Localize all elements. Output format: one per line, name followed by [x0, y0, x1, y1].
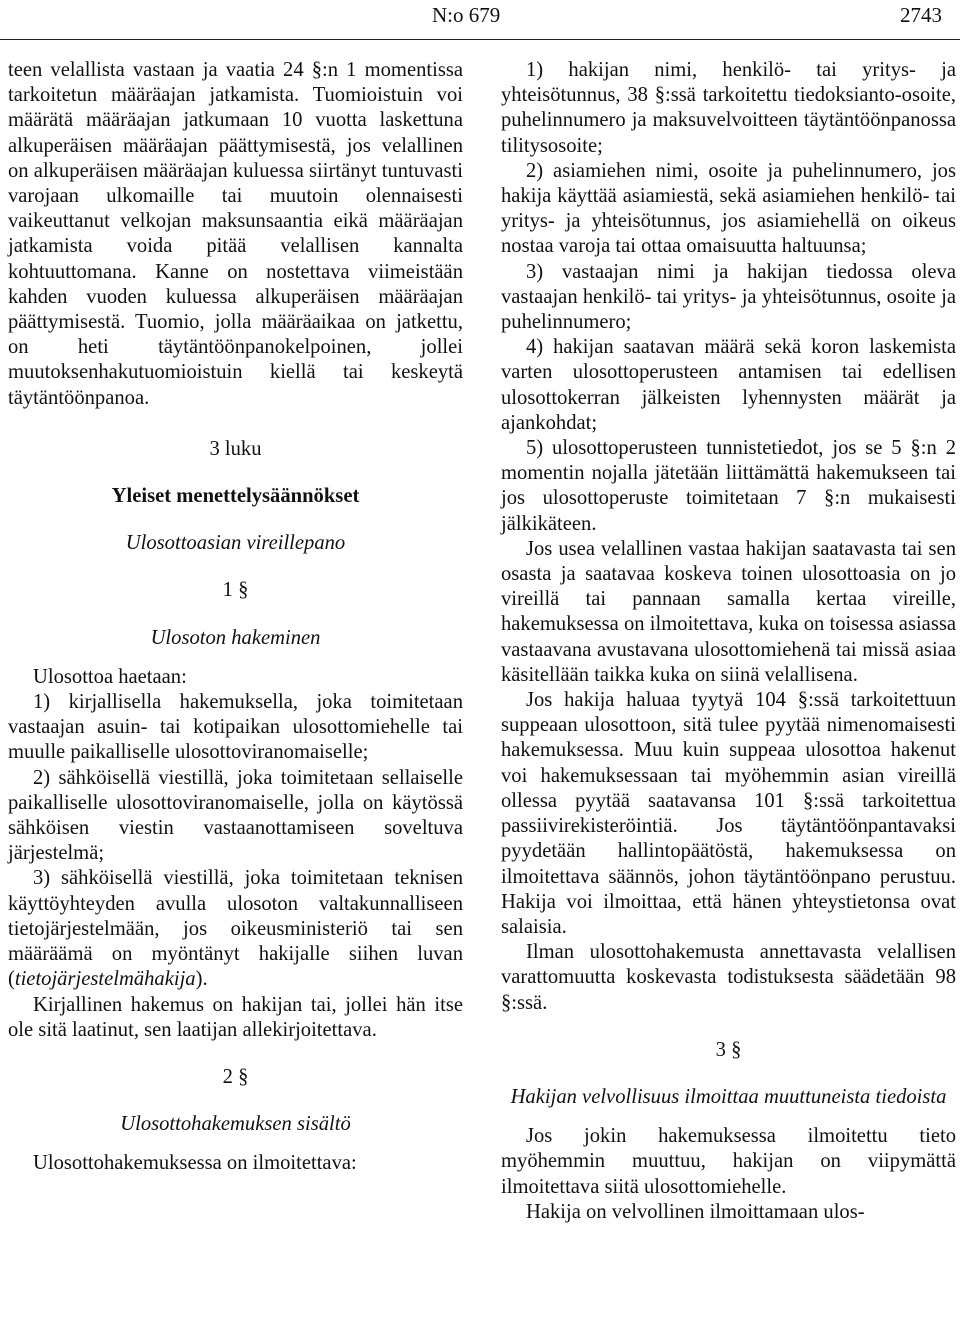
- left-column: [8, 58, 463, 1177]
- issue-number: N:o 679: [432, 3, 501, 27]
- list-item-text-end: ).: [195, 968, 208, 991]
- list-item: 2) sähköisellä viestillä, joka toimitetaan sellaiselle paikalliselle ulosottoviranomaiselle, jolla on käytössä sähköisen viestin vastaanottamiseen soveltuva järjestelmä;: [8, 766, 463, 865]
- section-number: 1 §: [222, 579, 249, 602]
- paragraph: Ilman ulosottohakemusta annettavasta velallisen varattomuutta koskevasta todistuksesta säädetään 98 §:ssä.: [501, 941, 956, 1014]
- list-item: [8, 866, 463, 992]
- paragraph: Ulosottohakemuksessa on ilmoitettava:: [33, 1152, 357, 1175]
- subtitle: Ulosottoasian vireillepano: [125, 532, 346, 555]
- paragraph: Jos usea velallinen vastaa hakijan saatavasta tai sen osasta ja saatavaa koskeva toinen ulosottoasia on jo vireillä tai pannaan samalla kertaa vireille, hakemuksessa on ilmoitettava, kuka on toisessa asiassa vastaavana avustavana ulosottomiehenä tai missä asiaa käsitellään taikka kuka on siinä velallisena.: [501, 537, 956, 686]
- list-item: 4) hakijan saatavan määrä sekä koron laskemista varten ulosottoperusteen antamisen tai edellisen ulosottokerran jälkeisten lyhennysten määrät ja ajankohdat;: [501, 336, 956, 434]
- section-number: 3 §: [715, 1038, 742, 1061]
- list-item: 5) ulosottoperusteen tunnistetiedot, jos se 5 §:n 2 momentin nojalla jätetään liittämättä hakemukseen tai jos ulosottoperuste toimitetaan 7 §:n mukaisesti jälkikäteen.: [501, 437, 956, 535]
- list-item: 1) kirjallisella hakemuksella, joka toimitetaan vastaajan asuin- tai kotipaikan ulosottomiehelle tai muulle paikalliselle ulosottoviranomaiselle;: [8, 691, 463, 764]
- paragraph: Jos hakija haluaa tyytyä 104 §:ssä tarkoitettuun suppeaan ulosottoon, sitä tulee pyytää nimenomaisesti hakemuksessa. Muu kuin suppeaa ulosottoa hakenut voi hakemuksessaan tai myöhemmin asian vireillä ollessa pyytää saatavansa 101 §:ssä tarkoitettua passiivirekisteröintiä. Jos täytäntöönpantavaksi pyydetään hallintopäätöstä, hakemuksessa on ilmoitettava säännös, johon täytäntöönpano perustuu. Hakija voi ilmoittaa, että hänen yhteystietonsa ovat salaisia.: [501, 689, 956, 938]
- list-item-text: 3) sähköisellä viestillä, joka toimitetaan teknisen käyttöyhteyden avulla ulosoton valtakunnalliseen tietojärjestelmään, jos oikeusministeriö tai sen määräämä on myöntänyt hakijalle siihen luvan (: [8, 867, 463, 991]
- paragraph: Ulosottoa haetaan:: [33, 665, 187, 688]
- paragraph: Kirjallinen hakemus on hakijan tai, jollei hän itse ole sitä laatinut, sen laatijan allekirjoitettava.: [8, 993, 463, 1041]
- defined-term: tietojärjestelmähakija: [14, 968, 196, 991]
- paragraph: Hakija on velvollinen ilmoittamaan ulos-: [526, 1200, 865, 1223]
- right-column: [501, 58, 956, 1225]
- section-title: Ulosoton hakeminen: [150, 626, 321, 649]
- section-title: Ulosottohakemuksen sisältö: [120, 1113, 351, 1136]
- chapter-number: 3 luku: [209, 437, 262, 460]
- list-item: 3) vastaajan nimi ja hakijan tiedossa oleva vastaajan henkilö- tai yritys- ja yhteisötunnus, osoite ja puhelinnumero;: [501, 260, 956, 334]
- page-header: [0, 0, 960, 34]
- paragraph: teen velallista vastaan ja vaatia 24 §:n 1 momentissa tarkoitetun määräajan jatkamista. Tuomioistuin voi määrätä määräajan jatkumaan 10 vuotta laskettuna alkuperäisen määräajan päättymisestä, jos velallinen on alkuperäisen määräajan kuluessa siirtänyt tuntuvasti varojaan ulkomaille tai muutoin olennaisesti vaikeuttanut velkojan maksunsaantia eikä määräajan jatkamista voida pitää velallisen kannalta kohtuuttomana. Kanne on nostettava viimeistään kahden vuoden kuluessa alkuperäisen määräajan päättymisestä. Tuomio, jolla määräaikaa on jatkettu, on heti täytäntöönpanokelpoinen, jollei muutoksenhakutuomioistuin kiellä tai keskeytä täytäntöönpanoa.: [8, 59, 463, 409]
- section-number: 2 §: [222, 1065, 249, 1088]
- list-item: 1) hakijan nimi, henkilö- tai yritys- ja yhteisötunnus, 38 §:ssä tarkoitettu tiedoksianto-osoite, puhelinnumero ja maksuvelvoitteen täytäntöönpanossa tilitysosoite;: [501, 59, 956, 157]
- page-number: 2743: [900, 3, 942, 27]
- chapter-title: Yleiset menettelysäännökset: [111, 485, 360, 508]
- header-rule: [0, 39, 960, 40]
- list-item: 2) asiamiehen nimi, osoite ja puhelinnumero, jos hakija käyttää asiamiestä, sekä asiamiehen henkilö- tai yritys- ja yhteisötunnus, jos asiamiehellä on oikeus nostaa varoja tai ottaa omaisuutta haltuunsa;: [501, 159, 956, 258]
- paragraph: Jos jokin hakemuksessa ilmoitettu tieto myöhemmin muuttuu, hakijan on viipymättä ilmoitettava siitä ulosottomiehelle.: [501, 1125, 956, 1198]
- section-title: Hakijan velvollisuus ilmoittaa muuttuneista tiedoista: [510, 1085, 947, 1108]
